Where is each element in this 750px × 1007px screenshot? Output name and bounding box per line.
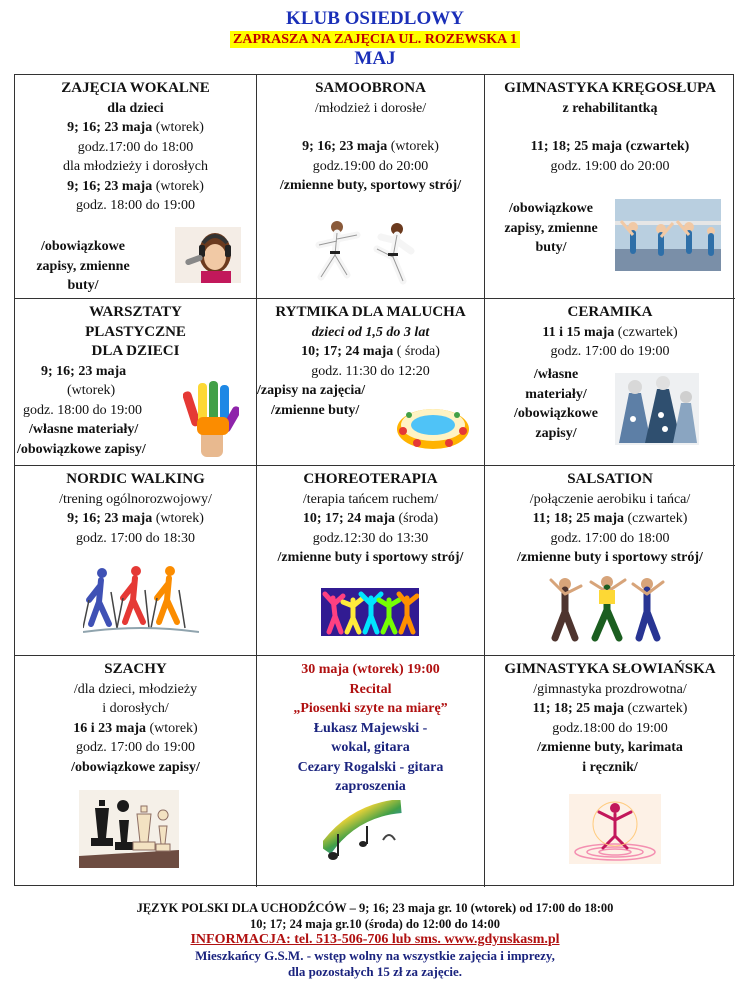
cell-dates: 11; 18; 25 maja — [530, 139, 623, 154]
recital-performer: Łukasz Majewski - — [313, 720, 428, 736]
cell-hours: godz. 17:00 do 19:00 — [76, 740, 195, 755]
page-footer — [0, 900, 750, 980]
cell-title: PLASTYCZNE — [85, 323, 186, 340]
cell-note: /zmienne buty i sportowy strój/ — [517, 550, 703, 565]
cell-dates: 9; 16; 23 maja — [67, 178, 153, 194]
cell-dates: 10; 17; 24 maja — [302, 511, 395, 526]
cell-day: (wtorek) — [146, 720, 198, 736]
cell-day: (czwartek) — [624, 511, 688, 526]
cell-dates: 11 i 15 maja — [542, 324, 615, 340]
cell-note: /zmienne buty, sportowy strój/ — [279, 178, 462, 193]
cell-day: (wtorek) — [387, 139, 439, 154]
cell-line: /gimnastyka prozdrowotna/ — [533, 681, 687, 697]
ceramic-figures-icon — [615, 373, 699, 445]
cell-title: SZACHY — [104, 661, 167, 677]
cell-hours: godz. 17:00 do 18:00 — [550, 530, 670, 546]
footer-pricing: Mieszkańcy G.S.M. - wstęp wolny na wszystkie zajęcia i imprezy, — [195, 948, 555, 963]
cell-line: dzieci od 1,5 do 3 lat — [311, 324, 430, 340]
cell-samoobrona — [257, 75, 485, 299]
cell-hours: godz.18:00 do 19:00 — [552, 720, 668, 736]
cell-line: z rehabilitantką — [562, 100, 658, 116]
chess-pieces-icon — [79, 790, 179, 868]
cell-zajecia-wokalne — [15, 75, 257, 299]
note-line: /własne — [533, 367, 579, 382]
cell-gimnastyka-slowianska — [485, 656, 735, 887]
note-line: zapisy, zmienne — [504, 220, 598, 236]
cell-hours: godz. 18:00 do 19:00 — [23, 402, 142, 418]
note-line: zapisy/ — [535, 425, 577, 441]
recital-invitations: zaproszenia — [335, 779, 406, 794]
cell-dates: 11; 18; 25 maja — [532, 511, 625, 526]
cell-day: ( środa) — [393, 344, 440, 359]
cell-dates: 9; 16; 23 maja — [67, 120, 153, 135]
cell-title: DLA DZIECI — [91, 343, 180, 359]
club-title: KLUB OSIEDLOWY — [286, 8, 464, 29]
karate-fighters-icon — [307, 215, 427, 293]
cell-hours: godz.17:00 do 18:00 — [77, 139, 194, 155]
cell-dates: 10; 17; 24 maja — [301, 344, 394, 359]
cell-hours: godz. 17:00 do 18:30 — [76, 530, 195, 546]
cell-note — [501, 365, 611, 443]
cell-note: i ręcznik/ — [582, 759, 638, 775]
footer-language-course-2: 10; 17; 24 maja gr.10 (środa) do 12:00 do 14:00 — [250, 917, 500, 931]
cell-hours: godz. 11:30 do 12:20 — [311, 363, 430, 379]
cell-title: WARSZTATY — [89, 304, 182, 320]
cell-hours: godz. 19:00 do 20:00 — [550, 158, 670, 174]
cell-note: /zmienne buty, karimata — [537, 740, 683, 755]
cell-line: /terapia tańcem ruchem/ — [302, 491, 439, 507]
recital-date: 30 maja (wtorek) 19:00 — [301, 662, 440, 677]
cell-day: (czwartek) — [622, 139, 690, 154]
cell-title: GIMNASTYKA KRĘGOSŁUPA — [504, 80, 716, 96]
note-line: buty/ — [67, 278, 99, 293]
cell-note: /własne materiały/ — [29, 422, 139, 437]
page-header — [0, 8, 750, 70]
cell-line: dla dzieci — [107, 100, 164, 116]
cell-hours: godz.19:00 do 20:00 — [312, 158, 429, 174]
cell-note: /obowiązkowe zapisy/ — [71, 759, 200, 775]
cell-day: (wtorek) — [152, 511, 204, 526]
cell-dates: 11; 18; 25 maja — [532, 701, 625, 716]
cell-note: /zmienne buty/ — [271, 402, 360, 418]
painted-hand-icon — [183, 381, 239, 459]
cell-note: /obowiązkowe zapisy/ — [17, 441, 146, 457]
nordic-walkers-icon — [83, 566, 199, 636]
meditation-icon — [569, 794, 661, 864]
cell-note: /zmienne buty i sportowy strój/ — [277, 550, 464, 565]
cell-recital — [257, 656, 485, 887]
footer-contact: INFORMACJA: tel. 513-506-706 lub sms. www.gdynskasm.pl — [190, 932, 560, 947]
cell-line: /młodzież i dorosłe/ — [314, 100, 427, 116]
note-line: materiały/ — [525, 386, 587, 402]
footer-pricing-2: dla pozostałych 15 zł za zajęcie. — [287, 964, 462, 979]
cell-title: CERAMIKA — [567, 304, 653, 320]
cell-day: (wtorek) — [152, 120, 204, 135]
cell-dates: 16 i 23 maja — [73, 720, 146, 736]
note-line: buty/ — [535, 240, 567, 255]
cell-title: SALSATION — [567, 471, 653, 487]
cell-dates: 9; 16; 23 maja — [41, 363, 127, 379]
cell-choreoterapia — [257, 466, 485, 656]
exercise-class-icon — [615, 199, 721, 271]
month-title: MAJ — [354, 48, 396, 69]
footer-language-course: JĘZYK POLSKI DLA UCHODŹCÓW – 9; 16; 23 maja gr. 10 (wtorek) od 17:00 do 18:00 — [136, 901, 614, 915]
cell-note — [23, 237, 143, 296]
cell-day: (wtorek) — [152, 178, 204, 194]
note-line: /obowiązkowe — [509, 201, 593, 216]
cell-rytmika — [257, 299, 485, 466]
note-line: /obowiązkowe — [514, 406, 598, 421]
recital-performer: Cezary Rogalski - gitara — [297, 759, 444, 775]
cell-title: CHOREOTERAPIA — [303, 471, 438, 487]
cell-warsztaty-plastyczne — [15, 299, 257, 466]
cell-day: (czwartek) — [614, 324, 678, 340]
salsa-dancers-icon — [545, 576, 669, 642]
cell-note: /zapisy na zajęcia/ — [257, 383, 366, 398]
schedule-grid — [14, 74, 734, 886]
recital-performer-role: wokal, gitara — [331, 740, 410, 755]
cell-szachy — [15, 656, 257, 887]
cell-ceramika — [485, 299, 735, 466]
cell-hours: godz. 18:00 do 19:00 — [76, 198, 195, 213]
tambourine-icon — [393, 399, 473, 451]
cell-title: RYTMIKA DLA MALUCHA — [275, 304, 466, 320]
cell-hours: godz. 17:00 do 19:00 — [550, 344, 670, 359]
cell-nordic-walking — [15, 466, 257, 656]
recital-name: „Piosenki szyte na miarę” — [293, 701, 448, 716]
cell-day: (czwartek) — [624, 701, 688, 716]
note-line: zapisy, zmienne — [36, 258, 130, 274]
cell-day: (środa) — [395, 511, 439, 526]
music-notes-icon — [323, 800, 403, 864]
cell-title: NORDIC WALKING — [66, 471, 205, 487]
recital-title: Recital — [349, 681, 392, 697]
singer-girl-icon — [175, 227, 241, 283]
cell-hours: godz.12:30 do 13:30 — [312, 530, 429, 546]
cell-note — [489, 199, 613, 258]
note-line: /obowiązkowe — [41, 239, 125, 254]
cell-day: (wtorek) — [67, 383, 116, 398]
club-subtitle: ZAPRASZA NA ZAJĘCIA UL. ROZEWSKA 1 — [230, 31, 520, 48]
cell-salsation — [485, 466, 735, 656]
dancers-icon — [321, 588, 419, 636]
cell-line: /dla dzieci, młodzieży — [73, 681, 198, 697]
cell-gimnastyka-kregoslupa — [485, 75, 735, 299]
cell-dates: 9; 16; 23 maja — [302, 139, 388, 154]
cell-line: /połączenie aerobiku i tańca/ — [529, 491, 691, 507]
cell-title: ZAJĘCIA WOKALNE — [61, 80, 210, 96]
cell-title: SAMOOBRONA — [315, 80, 426, 96]
cell-line: dla młodzieży i dorosłych — [62, 159, 209, 174]
cell-line: i dorosłych/ — [102, 701, 169, 716]
cell-line: /trening ogólnorozwojowy/ — [59, 491, 212, 507]
cell-dates: 9; 16; 23 maja — [67, 511, 153, 526]
cell-title: GIMNASTYKA SŁOWIAŃSKA — [504, 661, 716, 677]
